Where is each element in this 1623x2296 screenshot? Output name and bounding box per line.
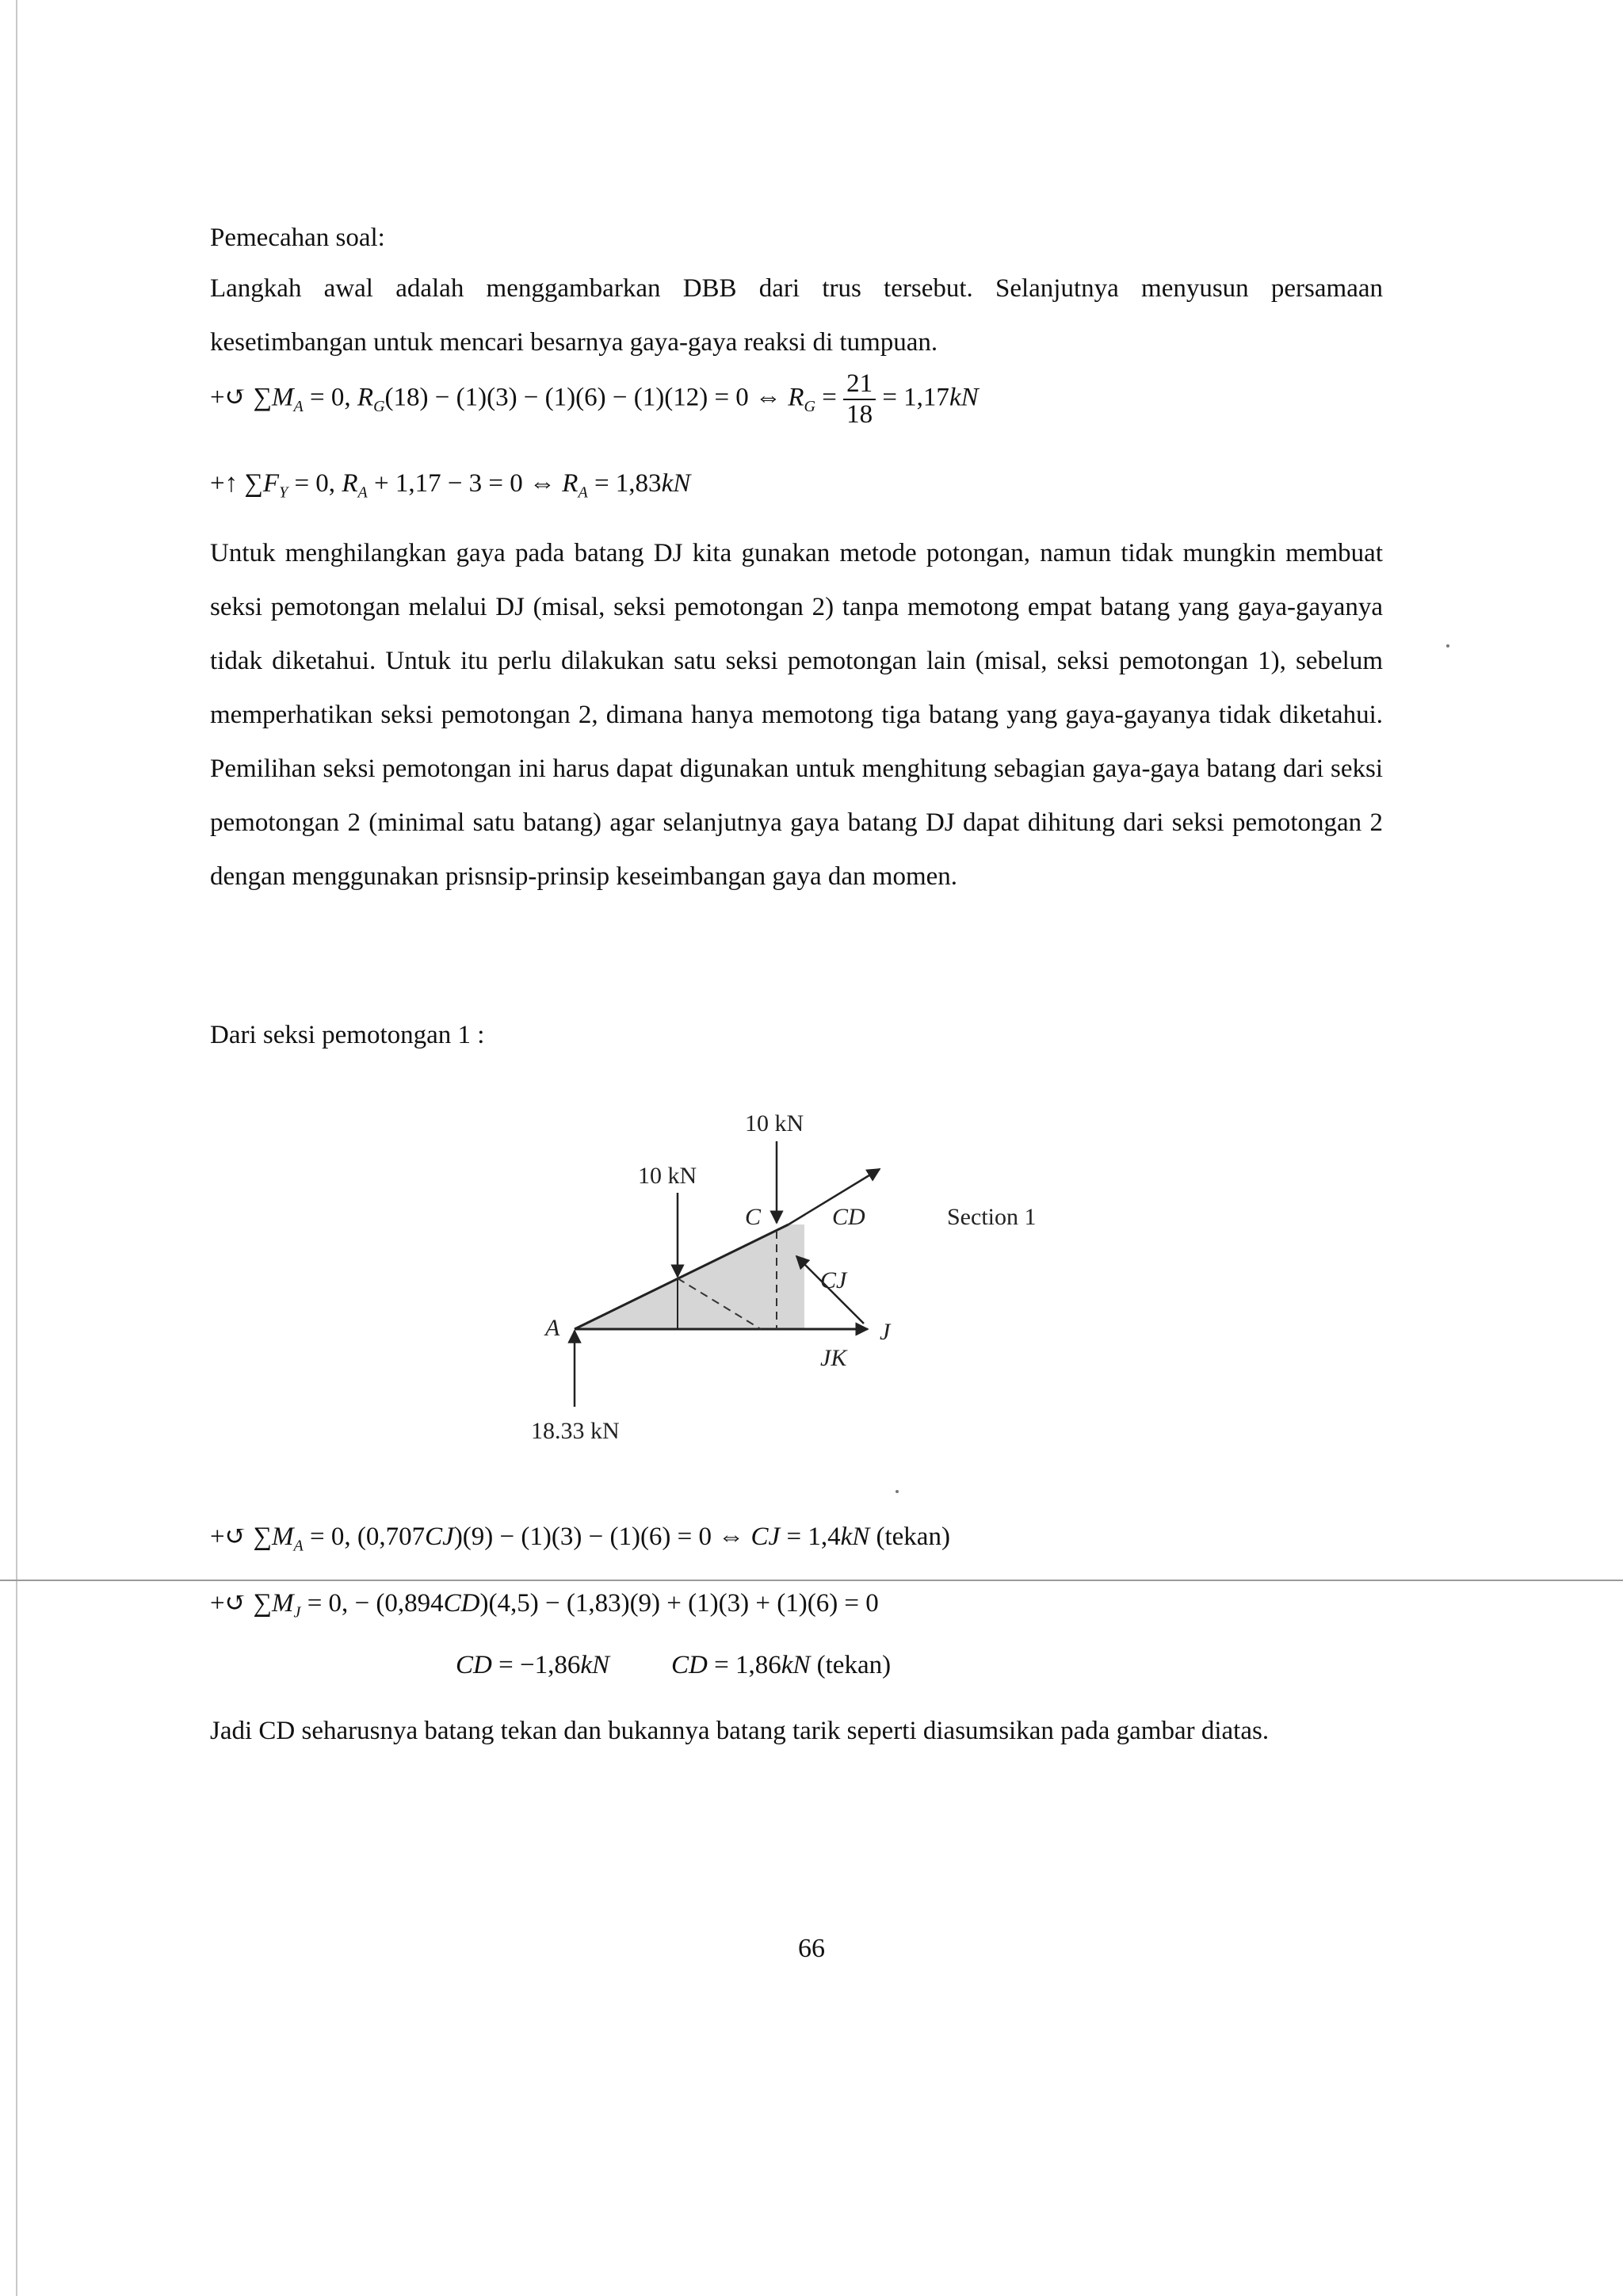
fraction: $\frac{21}{18}$ — [843, 371, 876, 428]
node-c-label: C — [745, 1204, 762, 1230]
method-paragraph: Untuk menghilangkan gaya pada batang DJ kita gunakan metode potongan, namun tidak mungkin membuat seksi pemotongan melalui DJ (misal, seksi pemotongan 2) tanpa memotong empat batang yang gaya-gayanya tidak diketahui. Untuk itu perlu dilakukan satu seksi pemotongan lain (misal, seksi pemotongan 1), sebelum memperhatikan seksi pemotongan 2, dimana hanya memotong tiga batang yang gaya-gayanya tidak diketahui. Pemilihan seksi pemotongan ini harus dapat digunakan untuk menghitung sebagian gaya-gaya batang dari seksi pemotongan 2 (minimal satu batang) agar selanjutnya gaya batang DJ dapat dihitung dari seksi pemotongan 2 dengan menggunakan prisnsip-prinsip keseimbangan gaya dan momen. — [210, 539, 1383, 891]
intro-paragraph: Langkah awal adalah menggambarkan DBB dari trus tersebut. Selanjutnya menyusun persamaan kesetimbangan untuk mencari besarnya gaya-gaya reaksi di tumpuan. — [210, 274, 1383, 357]
load-left-label: 10 kN — [638, 1163, 697, 1189]
section-1-free-body-diagram — [507, 1106, 1109, 1462]
scan-speck — [1446, 644, 1449, 648]
node-a-label: A — [545, 1315, 560, 1341]
equation-moment-a-cj: +↺ $\sum M_A = 0$, (0,707CJ)(9) − (1)(3) − (1)(6) = 0 ⇔ CJ = 1,4kN (tekan) — [210, 1522, 950, 1555]
load-top-label: 10 kN — [745, 1110, 804, 1137]
equation-cd-result: CD = −1,86kN CD = 1,86kN (tekan) — [456, 1651, 892, 1679]
equation-moment-j: +↺ $\sum M_J = 0$, − (0,894CD)(4,5) − (1,83)(9) + (1)(3) + (1)(6) = 0 — [210, 1589, 879, 1622]
page-number: 66 — [798, 1934, 825, 1963]
scan-horizontal-rule — [0, 1580, 1623, 1581]
node-j-label: J — [880, 1319, 891, 1345]
equation-moment-a: +↺ $\sum M_A = 0$, $R_G(18) - (1)(3) - (1)(6) - (1)(12) = 0$ ⇔ $R_G$ = $\frac{21}{18}$ = 1,17kN — [210, 369, 979, 429]
conclusion-paragraph: Jadi CD seharusnya batang tekan dan bukannya batang tarik seperti diasumsikan pada gambar diatas. — [210, 1717, 1270, 1745]
member-cj-label: CJ — [820, 1267, 847, 1293]
member-cd-label: CD — [832, 1204, 865, 1230]
section-label: Section 1 — [947, 1204, 1037, 1230]
section-intro: Dari seksi pemotongan 1 : — [210, 1021, 485, 1049]
solution-heading: Pemecahan soal: — [210, 223, 385, 252]
equation-force-y: +↑ $\sum F_Y = 0$, $R_A + 1,17 - 3 = 0$ ⇔ $R_A = 1,83kN$ — [210, 469, 691, 502]
member-jk-label: JK — [820, 1345, 847, 1371]
reaction-label: 18.33 kN — [531, 1418, 620, 1444]
scan-speck — [896, 1490, 899, 1493]
